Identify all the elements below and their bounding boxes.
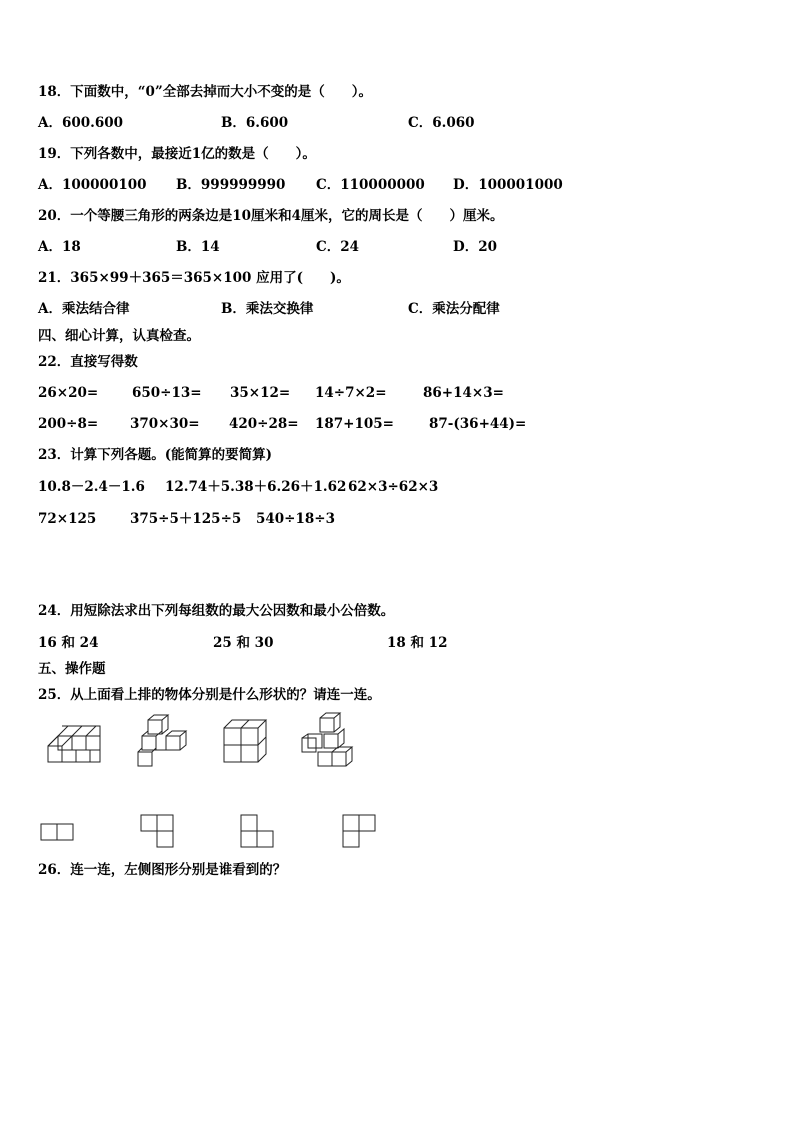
- q21-option-a: A．乘法结合律: [38, 301, 130, 317]
- cube-figure-4: [298, 712, 358, 770]
- q18-stem: 18．下面数中，“0”全部去掉而大小不变的是（ ）。: [38, 84, 372, 100]
- cube-figure-2: [134, 714, 190, 770]
- q21-stem: 21．365×99＋365＝365×100 应用了( )。: [38, 270, 350, 286]
- q19-option-c: C．110000000: [316, 177, 425, 193]
- q22-r2-c5: 87-(36+44)=: [429, 416, 527, 432]
- q22-r2-c4: 187+105=: [315, 416, 394, 432]
- q22-r1-c1: 26×20=: [38, 385, 99, 401]
- q23-r1-c2: 12.74＋5.38＋6.26＋1.62: [165, 479, 347, 495]
- q20-option-a: A．18: [38, 239, 81, 255]
- q23-r2-c3: 540÷18÷3: [256, 511, 335, 527]
- q22-r2-c1: 200÷8=: [38, 416, 99, 432]
- top-view-4: [342, 814, 378, 850]
- q18-option-a: A．600.600: [38, 115, 124, 131]
- cube-figure-3: [220, 716, 270, 766]
- q21-option-b: B．乘法交换律: [221, 301, 314, 317]
- q20-option-d: D．20: [453, 239, 497, 255]
- q22-r2-c3: 420÷28=: [229, 416, 299, 432]
- top-view-1: [40, 822, 76, 842]
- q23-stem: 23．计算下列各题。(能简算的要简算): [38, 447, 273, 463]
- q23-r1-c1: 10.8－2.4－1.6: [38, 479, 145, 495]
- q22-r1-c4: 14÷7×2=: [315, 385, 387, 401]
- q26-stem: 26．连一连，左侧图形分别是谁看到的？: [38, 862, 287, 878]
- section5-title: 五、操作题: [38, 661, 106, 677]
- q24-item-1: 16 和 24: [38, 635, 99, 651]
- q21-option-c: C．乘法分配律: [408, 301, 500, 317]
- q24-stem: 24．用短除法求出下列每组数的最大公因数和最小公倍数。: [38, 603, 395, 619]
- q22-stem: 22．直接写得数: [38, 354, 138, 370]
- q20-option-b: B．14: [176, 239, 220, 255]
- q22-r2-c2: 370×30=: [130, 416, 200, 432]
- q20-option-c: C．24: [316, 239, 360, 255]
- top-view-3: [240, 814, 276, 850]
- q22-r1-c3: 35×12=: [230, 385, 291, 401]
- q20-stem: 20．一个等腰三角形的两条边是10厘米和4厘米，它的周长是（ ）厘米。: [38, 208, 504, 224]
- q19-option-b: B．999999990: [176, 177, 286, 193]
- q23-r2-c1: 72×125: [38, 511, 97, 527]
- q18-option-c: C．6.060: [408, 115, 475, 131]
- q22-r1-c5: 86+14×3=: [423, 385, 504, 401]
- q19-option-a: A．100000100: [38, 177, 147, 193]
- q19-stem: 19．下列各数中，最接近1亿的数是（ ）。: [38, 146, 316, 162]
- q25-stem: 25．从上面看上排的物体分别是什么形状的？请连一连。: [38, 687, 381, 703]
- cube-figure-1: [40, 718, 110, 768]
- q23-r1-c3: 62×3÷62×3: [348, 479, 439, 495]
- section4-title: 四、细心计算，认真检查。: [38, 328, 200, 344]
- q22-r1-c2: 650÷13=: [132, 385, 202, 401]
- top-view-2: [140, 814, 176, 850]
- q24-item-2: 25 和 30: [213, 635, 274, 651]
- q19-option-d: D．100001000: [453, 177, 563, 193]
- q18-option-b: B．6.600: [221, 115, 289, 131]
- q24-item-3: 18 和 12: [387, 635, 448, 651]
- q23-r2-c2: 375÷5＋125÷5: [130, 511, 242, 527]
